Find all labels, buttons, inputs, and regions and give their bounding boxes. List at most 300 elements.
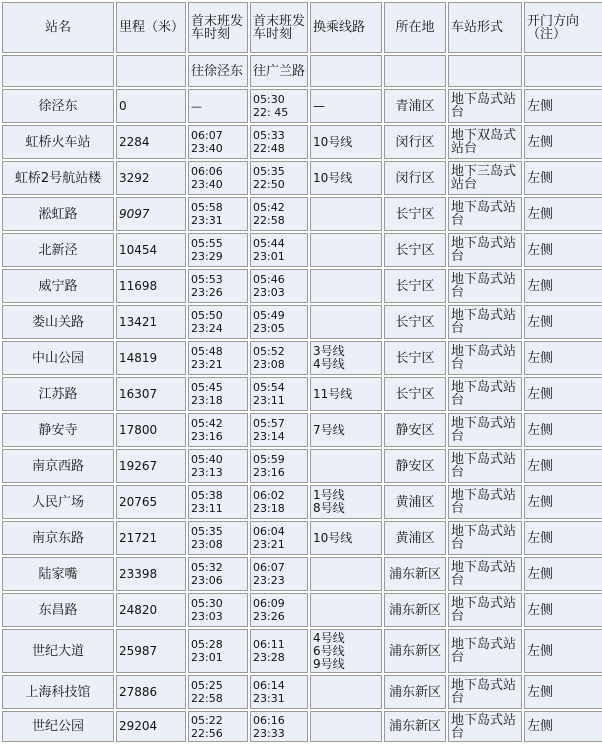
dir1-times: [188, 675, 248, 709]
district: [384, 305, 446, 339]
station-distance-text: 23398: [119, 566, 158, 581]
transfer-lines: [310, 233, 382, 267]
dir2-times-text: 06:14: [253, 679, 285, 692]
door-side-text: 左侧: [527, 643, 554, 659]
district-text: 青浦区: [395, 98, 435, 114]
station-distance: [116, 305, 186, 339]
dir1-times: [188, 377, 248, 411]
dir2-times-text: 23:33: [253, 726, 285, 740]
station-type: [448, 675, 522, 709]
station-name: [2, 197, 114, 231]
station-distance: [116, 269, 186, 303]
door-side: [524, 557, 602, 591]
dir2-times: [250, 711, 308, 742]
station-distance-text: 13421: [119, 314, 158, 329]
station-distance: [116, 233, 186, 267]
transfer-lines: [310, 377, 382, 411]
station-distance-text: 16307: [119, 386, 158, 401]
direction-blank: [448, 55, 522, 87]
station-type: [448, 341, 522, 375]
transfer-line: 6号线: [313, 643, 345, 658]
direction-blank: [116, 55, 186, 87]
district-text: 长宁区: [395, 206, 435, 222]
door-side-text: 左侧: [527, 719, 554, 734]
station-distance: [116, 675, 186, 709]
transfer-lines: [310, 413, 382, 447]
district: [384, 485, 446, 519]
station-name: [2, 161, 114, 195]
dir1-times: [188, 593, 248, 627]
dir1-times-text: 22:56: [191, 726, 223, 740]
station-distance: [116, 521, 186, 555]
station-distance-text: 2284: [119, 134, 150, 149]
station-name: [2, 485, 114, 519]
station-type: [448, 377, 522, 411]
dir2-times: [250, 629, 308, 673]
dir2-times-text: 06:16: [253, 713, 285, 727]
dir2-times: [250, 125, 308, 159]
station-type: [448, 413, 522, 447]
station-name-text: 徐泾东: [38, 98, 78, 114]
dir1-times: [188, 449, 248, 483]
dir2-times: [250, 521, 308, 555]
station-type: [448, 161, 522, 195]
station-distance-text: 9097: [119, 206, 150, 221]
station-distance-text: 14819: [119, 350, 158, 365]
station-name: [2, 413, 114, 447]
station-distance-text: 19267: [119, 458, 158, 473]
station-name: [2, 377, 114, 411]
table-row: [2, 557, 602, 591]
district: [384, 125, 446, 159]
dir2-times-text: 05:33: [253, 129, 285, 142]
station-name-text: 娄山关路: [31, 314, 84, 330]
station-type: [448, 125, 522, 159]
station-name: [2, 711, 114, 742]
dir2-times-text: 06:07: [253, 561, 285, 574]
station-name-text: 威宁路: [38, 278, 78, 294]
transfer-line: 3号线: [313, 344, 345, 358]
dir1-times-text: —: [191, 99, 202, 113]
transfer-lines: [310, 89, 382, 123]
dir2-times: [250, 377, 308, 411]
station-distance: [116, 377, 186, 411]
dir1-times: [188, 557, 248, 591]
station-name-text: 北新泾: [38, 242, 78, 258]
dir1-times-text: 05:58: [191, 201, 223, 214]
direction-to-xujingdong: 往徐泾东: [188, 55, 248, 87]
header-station: 站名: [2, 2, 114, 53]
direction-blank: [310, 55, 382, 87]
station-distance: [116, 449, 186, 483]
station-type: [448, 269, 522, 303]
dir2-times: [250, 413, 308, 447]
district: [384, 521, 446, 555]
dir2-times-text: 05:46: [253, 273, 285, 286]
table-row: [2, 269, 602, 303]
transfer-lines: [310, 125, 382, 159]
dir2-times-text: 05:44: [253, 237, 285, 250]
dir2-times-text: 23:08: [253, 358, 285, 371]
dir1-times-text: 23:03: [191, 610, 223, 623]
station-name: [2, 449, 114, 483]
station-name: [2, 125, 114, 159]
dir1-times-text: 23:29: [191, 250, 223, 263]
station-type-text: 地下岛式站台: [451, 308, 517, 336]
station-name: [2, 629, 114, 673]
transfer-line: 10号线: [313, 530, 353, 545]
dir1-times: [188, 233, 248, 267]
door-side: [524, 377, 602, 411]
door-side: [524, 269, 602, 303]
district-text: 长宁区: [395, 242, 435, 258]
dir2-times-text: 23:26: [253, 610, 285, 623]
dir2-times: [250, 341, 308, 375]
station-type: [448, 305, 522, 339]
transfer-lines: [310, 449, 382, 483]
station-distance-text: 3292: [119, 170, 150, 185]
transfer-line: 10号线: [313, 170, 353, 185]
station-name: [2, 233, 114, 267]
dir2-times-text: 06:11: [253, 638, 285, 651]
dir1-times-text: 05:48: [191, 345, 223, 358]
table-row: [2, 711, 602, 742]
door-side: [524, 89, 602, 123]
header-times-dir1: 首末班发车时刻: [188, 2, 248, 53]
dir2-times-text: 23:05: [253, 322, 285, 335]
station-type-text: 地下岛式站台: [451, 560, 517, 588]
dir2-times: [250, 269, 308, 303]
door-side-text: 左侧: [527, 278, 554, 294]
station-type-text: 地下双岛式站台: [451, 128, 517, 156]
station-name-text: 上海科技馆: [25, 684, 91, 700]
station-distance: [116, 161, 186, 195]
header-times-dir2: 首末班发车时刻: [250, 2, 308, 53]
district: [384, 269, 446, 303]
station-type-text: 地下岛式站台: [451, 712, 517, 741]
table-row: [2, 521, 602, 555]
door-side-text: 左侧: [527, 170, 554, 186]
dir1-times-text: 05:25: [191, 679, 223, 692]
station-name-text: 东昌路: [38, 602, 78, 618]
table-row: [2, 341, 602, 375]
district: [384, 413, 446, 447]
dir2-times-text: 22:58: [253, 214, 285, 227]
transfer-line: 10号线: [313, 134, 353, 149]
station-type-text: 地下岛式站台: [451, 344, 517, 372]
dir2-times-text: 23:23: [253, 574, 285, 587]
dir1-times-text: 05:32: [191, 561, 223, 574]
dir2-times-text: 06:02: [253, 489, 285, 502]
door-side-text: 左侧: [527, 530, 554, 546]
dir2-times-text: 05:35: [253, 165, 285, 178]
dir1-times-text: 05:38: [191, 489, 223, 502]
dir2-times: [250, 233, 308, 267]
station-type: [448, 197, 522, 231]
dir1-times-text: 05:55: [191, 237, 223, 250]
station-name-text: 世纪公园: [31, 719, 84, 734]
station-type-text: 地下岛式站台: [451, 416, 517, 444]
door-side: [524, 161, 602, 195]
dir2-times-text: 23:01: [253, 250, 285, 263]
district-text: 长宁区: [395, 386, 435, 402]
header-district: 所在地: [384, 2, 446, 53]
station-name-text: 虹桥2号航站楼: [14, 170, 102, 186]
transfer-lines: [310, 197, 382, 231]
station-distance-text: 21721: [119, 530, 158, 545]
header-row: [2, 2, 602, 53]
district-text: 长宁区: [395, 314, 435, 330]
transfer-lines: [310, 161, 382, 195]
dir1-times-text: 23:40: [191, 178, 223, 191]
station-distance-text: 24820: [119, 602, 158, 617]
station-type: [448, 629, 522, 673]
dir1-times: [188, 305, 248, 339]
direction-to-guangming: 往广兰路: [250, 55, 308, 87]
district: [384, 449, 446, 483]
station-name-text: 南京东路: [31, 530, 84, 546]
station-name-text: 中山公园: [31, 350, 84, 366]
transfer-lines: [310, 269, 382, 303]
district: [384, 629, 446, 673]
dir1-times-text: 23:13: [191, 466, 223, 479]
station-type: [448, 593, 522, 627]
station-type: [448, 233, 522, 267]
dir1-times: [188, 485, 248, 519]
dir1-times-text: 05:53: [191, 273, 223, 286]
district: [384, 675, 446, 709]
dir2-times: [250, 485, 308, 519]
station-distance-text: 29204: [119, 719, 158, 733]
district: [384, 377, 446, 411]
district-text: 黄浦区: [395, 494, 435, 510]
dir1-times-text: 05:40: [191, 453, 223, 466]
station-type-text: 地下岛式站台: [451, 92, 517, 120]
dir2-times-text: 23:14: [253, 430, 285, 443]
dir2-times-text: 05:49: [253, 309, 285, 322]
door-side-text: 左侧: [527, 458, 554, 474]
dir1-times: [188, 629, 248, 673]
station-distance: [116, 711, 186, 742]
dir1-times-text: 23:16: [191, 430, 223, 443]
dir2-times-text: 06:09: [253, 597, 285, 610]
station-type: [448, 449, 522, 483]
dir1-times: [188, 521, 248, 555]
transfer-lines: [310, 711, 382, 742]
dir2-times: [250, 305, 308, 339]
district-text: 静安区: [395, 422, 435, 438]
district: [384, 711, 446, 742]
transfer-line: —: [313, 98, 325, 113]
station-name: [2, 341, 114, 375]
station-type-text: 地下岛式站台: [451, 272, 517, 300]
dir2-times-text: 23:21: [253, 538, 285, 551]
dir1-times: [188, 413, 248, 447]
district-text: 浦东新区: [388, 566, 441, 582]
station-distance: [116, 485, 186, 519]
dir2-times-text: 22:50: [253, 178, 285, 191]
dir1-times-text: 05:28: [191, 638, 223, 651]
door-side-text: 左侧: [527, 314, 554, 330]
transfer-lines: [310, 305, 382, 339]
table-row: [2, 125, 602, 159]
dir1-times-text: 22:58: [191, 692, 223, 705]
station-name: [2, 521, 114, 555]
table-row: [2, 305, 602, 339]
station-distance: [116, 593, 186, 627]
dir1-times-text: 23:24: [191, 322, 223, 335]
station-name: [2, 557, 114, 591]
station-name-text: 静安寺: [38, 422, 78, 438]
station-type-text: 地下岛式站台: [451, 678, 517, 706]
district-text: 长宁区: [395, 278, 435, 294]
door-side: [524, 125, 602, 159]
district: [384, 197, 446, 231]
district-text: 黄浦区: [395, 530, 435, 546]
dir2-times-text: 23:31: [253, 692, 285, 705]
station-distance-text: 17800: [119, 422, 158, 437]
transfer-lines: [310, 629, 382, 673]
header-door: 开门方向（注）: [524, 2, 602, 53]
station-distance-text: 10454: [119, 242, 158, 257]
station-type-text: 地下岛式站台: [451, 637, 517, 665]
dir1-times-text: 06:06: [191, 165, 223, 178]
district-text: 浦东新区: [388, 602, 441, 618]
station-type-text: 地下岛式站台: [451, 380, 517, 408]
district-text: 浦东新区: [388, 643, 441, 659]
table-row: [2, 485, 602, 519]
transfer-line: 11号线: [313, 386, 353, 401]
dir1-times: [188, 341, 248, 375]
station-name-text: 世纪大道: [31, 643, 84, 659]
station-distance-text: 0: [119, 98, 127, 113]
dir2-times-text: 23:11: [253, 394, 285, 407]
station-name: [2, 89, 114, 123]
door-side: [524, 629, 602, 673]
district-text: 浦东新区: [388, 719, 441, 734]
dir1-times: [188, 125, 248, 159]
station-type: [448, 485, 522, 519]
door-side: [524, 711, 602, 742]
dir1-times-text: 23:31: [191, 214, 223, 227]
dir1-times-text: 23:08: [191, 538, 223, 551]
transfer-lines: [310, 593, 382, 627]
district-text: 长宁区: [395, 350, 435, 366]
dir1-times-text: 23:26: [191, 286, 223, 299]
transfer-lines: [310, 675, 382, 709]
transfer-lines: [310, 557, 382, 591]
door-side-text: 左侧: [527, 350, 554, 366]
door-side: [524, 413, 602, 447]
district-text: 浦东新区: [388, 684, 441, 700]
station-name-text: 虹桥火车站: [25, 134, 91, 150]
dir2-times-text: 22: 45: [253, 106, 289, 119]
dir2-times: [250, 449, 308, 483]
header-station-type: 车站形式: [448, 2, 522, 53]
district: [384, 233, 446, 267]
dir2-times: [250, 89, 308, 123]
station-distance: [116, 89, 186, 123]
dir2-times: [250, 593, 308, 627]
table-row: [2, 377, 602, 411]
station-name-text: 南京西路: [31, 458, 84, 474]
dir1-times-text: 23:40: [191, 142, 223, 155]
table-row: [2, 629, 602, 673]
transfer-line: 7号线: [313, 422, 345, 437]
station-type-text: 地下三岛式站台: [451, 164, 517, 192]
dir1-times: [188, 89, 248, 123]
door-side-text: 左侧: [527, 386, 554, 402]
door-side-text: 左侧: [527, 566, 554, 582]
dir1-times: [188, 197, 248, 231]
district: [384, 161, 446, 195]
station-name-text: 淞虹路: [38, 206, 78, 222]
dir2-times-text: 05:42: [253, 201, 285, 214]
header-distance: 里程（米）: [116, 2, 186, 53]
dir1-times-text: 23:11: [191, 502, 223, 515]
station-name-text: 人民广场: [31, 494, 84, 510]
dir2-times-text: 06:04: [253, 525, 285, 538]
dir1-times-text: 05:50: [191, 309, 223, 322]
dir2-times-text: 23:28: [253, 651, 285, 664]
dir2-times: [250, 161, 308, 195]
station-distance-text: 20765: [119, 494, 158, 509]
direction-row: [2, 55, 602, 87]
table-row: [2, 233, 602, 267]
station-rows: [2, 89, 602, 742]
station-type: [448, 557, 522, 591]
table-row: [2, 675, 602, 709]
dir2-times: [250, 197, 308, 231]
station-name: [2, 675, 114, 709]
direction-blank: [524, 55, 602, 87]
station-distance: [116, 197, 186, 231]
door-side: [524, 521, 602, 555]
district: [384, 557, 446, 591]
dir1-times-text: 05:45: [191, 381, 223, 394]
station-name: [2, 305, 114, 339]
dir2-times-text: 22:48: [253, 142, 285, 155]
dir2-times-text: 05:57: [253, 417, 285, 430]
transfer-lines: [310, 521, 382, 555]
station-distance-text: 27886: [119, 684, 158, 699]
station-distance: [116, 341, 186, 375]
dir1-times-text: 05:30: [191, 597, 223, 610]
door-side-text: 左侧: [527, 242, 554, 258]
dir2-times-text: 05:59: [253, 453, 285, 466]
transfer-line: 4号线: [313, 630, 345, 645]
table-row: [2, 197, 602, 231]
dir2-times: [250, 675, 308, 709]
dir1-times-text: 05:35: [191, 525, 223, 538]
dir1-times: [188, 711, 248, 742]
table-row: [2, 89, 602, 123]
station-type: [448, 89, 522, 123]
station-type-text: 地下岛式站台: [451, 596, 517, 624]
door-side-text: 左侧: [527, 494, 554, 510]
door-side-text: 左侧: [527, 422, 554, 438]
door-side-text: 左侧: [527, 684, 554, 700]
station-type-text: 地下岛式站台: [451, 236, 517, 264]
station-distance: [116, 413, 186, 447]
header-transfer: 换乘线路: [310, 2, 382, 53]
door-side-text: 左侧: [527, 98, 554, 114]
dir1-times-text: 23:21: [191, 358, 223, 371]
station-distance: [116, 629, 186, 673]
transfer-line: 8号线: [313, 501, 345, 515]
transfer-line: 4号线: [313, 357, 345, 371]
door-side: [524, 593, 602, 627]
